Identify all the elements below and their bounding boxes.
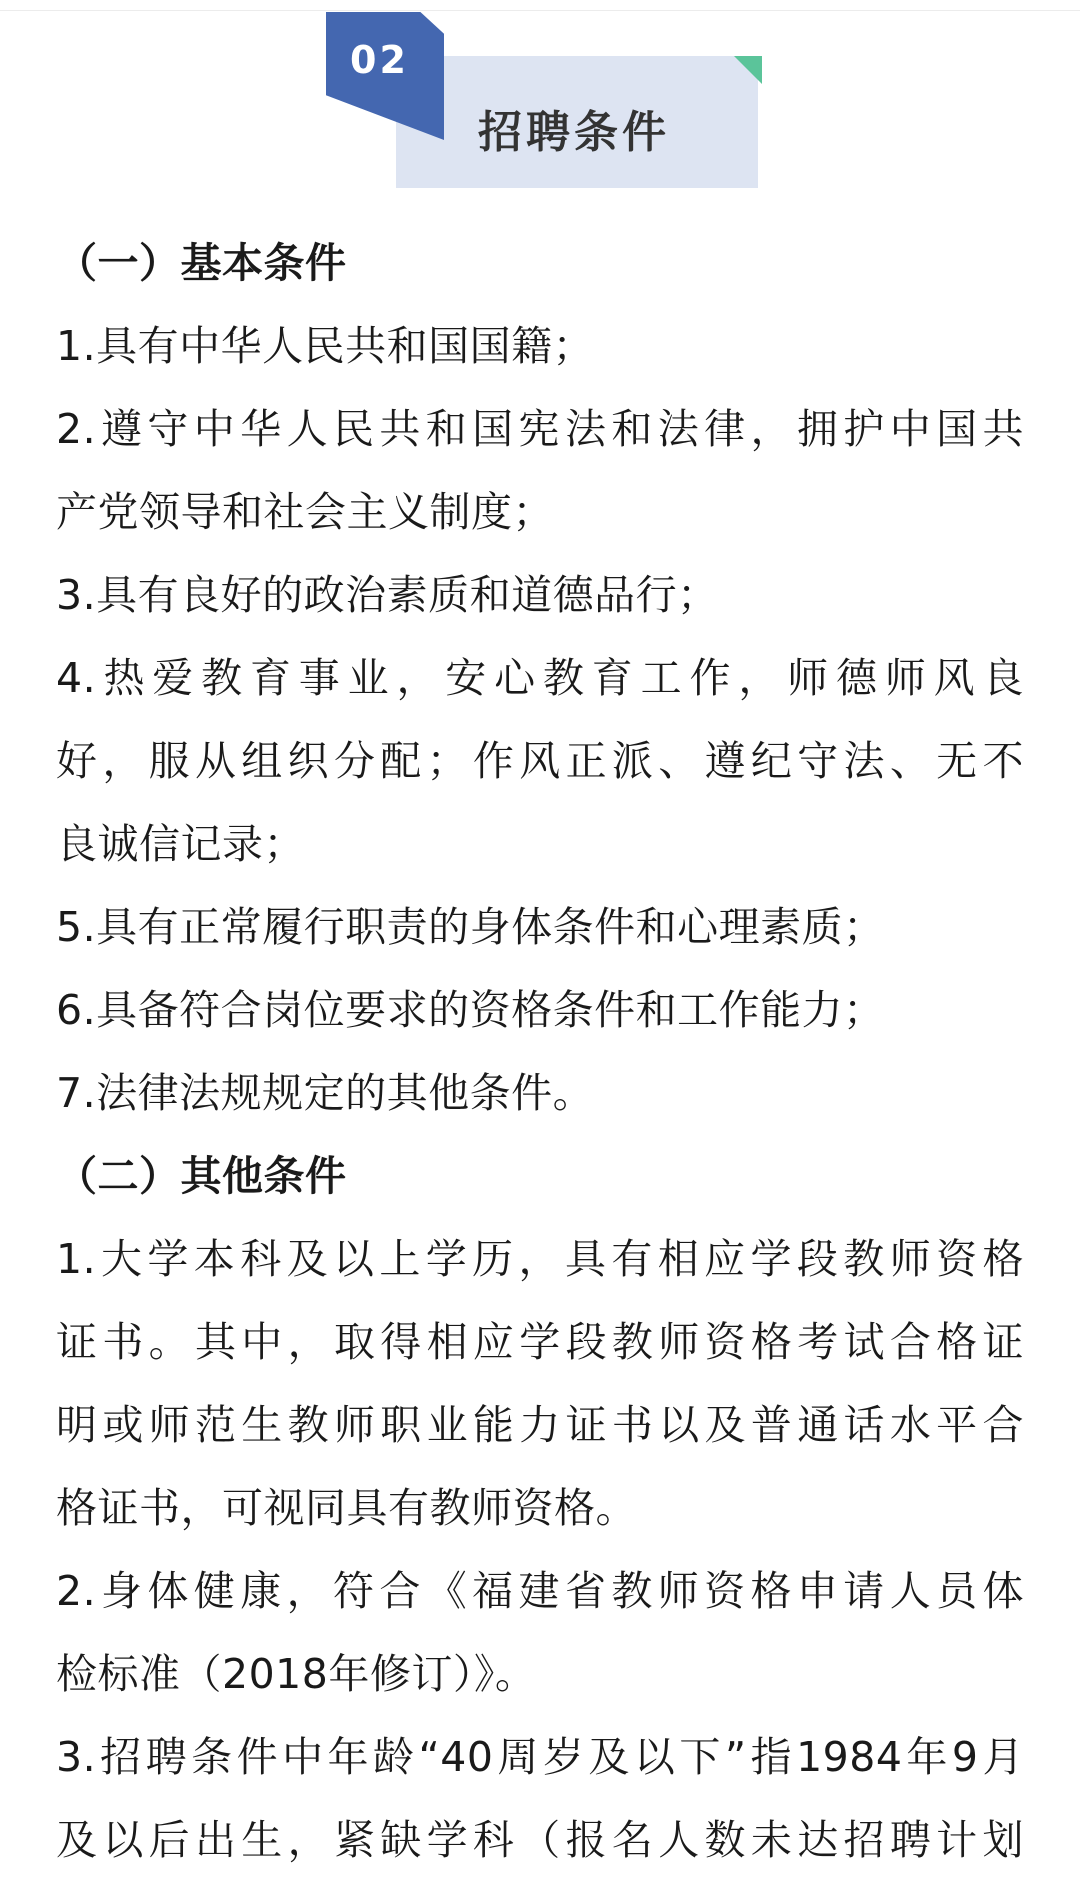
section-header	[326, 12, 758, 188]
section-heading: （二）其他条件	[56, 1152, 347, 1200]
article-body	[56, 222, 1024, 1882]
body-text-line: 5.具有正常履行职责的身体条件和心理素质；	[56, 903, 885, 951]
body-text-line: 检标准（2018年修订）》。	[56, 1650, 537, 1698]
body-text-line: 明或师范生教师职业能力证书以及普通话水平合	[56, 1401, 1024, 1449]
section-number: 02	[350, 38, 409, 82]
section-title: 招聘条件	[478, 107, 670, 158]
body-text-line: 4.热爱教育事业，安心教育工作，师德师风良	[56, 654, 1024, 702]
body-text-line: 格证书，可视同具有教师资格。	[56, 1484, 637, 1532]
body-text-line: 1.具有中华人民共和国国籍；	[56, 322, 595, 370]
body-text-line: 6.具备符合岗位要求的资格条件和工作能力；	[56, 986, 885, 1034]
top-divider	[0, 10, 1080, 11]
section-heading: （一）基本条件	[56, 239, 347, 287]
body-text-line: 良诚信记录；	[56, 820, 305, 868]
body-text-line: 3.招聘条件中年龄“40周岁及以下”指1984年9月	[56, 1733, 1024, 1781]
corner-fold-decoration	[734, 56, 762, 84]
body-text-line: 及以后出生，紧缺学科（报名人数未达招聘计划	[56, 1816, 1024, 1864]
body-text-line: 产党领导和社会主义制度；	[56, 488, 554, 536]
body-text-line: 2.遵守中华人民共和国宪法和法律，拥护中国共	[56, 405, 1024, 453]
body-text-line: 3.具有良好的政治素质和道德品行；	[56, 571, 719, 619]
body-text-line: 证书。其中，取得相应学段教师资格考试合格证	[56, 1318, 1024, 1366]
body-text-line: 7.法律法规规定的其他条件。	[56, 1069, 595, 1117]
body-text-line: 好，服从组织分配；作风正派、遵纪守法、无不	[56, 737, 1024, 785]
body-text-line: 2.身体健康，符合《福建省教师资格申请人员体	[56, 1567, 1024, 1615]
body-text-line: 1.大学本科及以上学历，具有相应学段教师资格	[56, 1235, 1024, 1283]
